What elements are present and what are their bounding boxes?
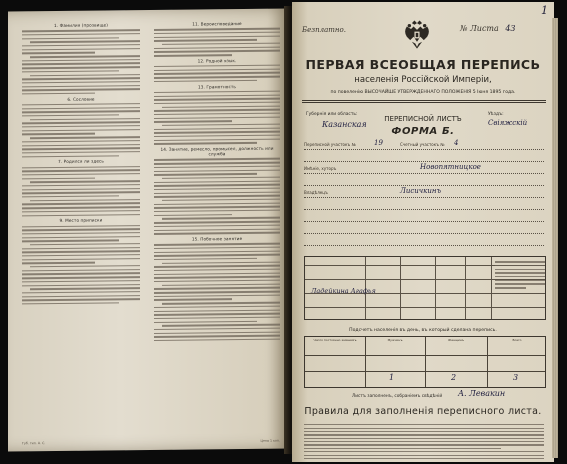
form-line-value: Новопятницкое [420, 163, 481, 171]
form-line-label: Переписной участокъ № [304, 142, 356, 147]
form-title: ПЕРВАЯ ВСЕОБЩАЯ ПЕРЕПИСЬ [305, 57, 541, 72]
form-line-value: Лисичкинъ [400, 187, 442, 195]
right-page-census-form [292, 2, 554, 462]
form-line-value: 19 [374, 139, 383, 147]
divider [302, 100, 546, 101]
signature-value: А. Левакин [458, 389, 506, 398]
count-header: Всего [512, 338, 522, 342]
question-registration: 9. Место приписки [59, 217, 103, 224]
corner-handwritten-mark: 1 [541, 4, 548, 17]
question-fio: 1. Фамилия (прозвище) [54, 22, 108, 28]
free-label: Безплатно. [302, 26, 346, 34]
left-page-instructions [8, 9, 290, 452]
left-page-footer [22, 439, 280, 446]
form-subtitle: населенія Россійской Имперіи, [354, 75, 492, 85]
grid-handwritten-name: Ладейкина Агафья [311, 287, 376, 295]
left-text-column-1 [22, 20, 140, 307]
signature-label: Листъ заполненъ, собраніемъ свѣдѣній [352, 394, 443, 399]
uezd-label: Уѣздъ: [488, 112, 504, 117]
form-line-blank [304, 202, 544, 211]
form-line-blank [304, 238, 544, 247]
rules-text [304, 422, 544, 461]
form-line-blank [304, 154, 544, 163]
forma-title: ФОРМА Б. [391, 126, 455, 137]
sheet-number-value: 43 [505, 24, 516, 33]
form-line-label: Счетный участокъ № [400, 142, 445, 147]
divider [302, 102, 546, 103]
section-heading-literacy: 13. Грамотность [198, 83, 236, 90]
count-header: Число постоянно жившихъ [313, 338, 357, 342]
section-heading-religion: 11. Вероисповедание [192, 21, 242, 27]
count-header: Мужчинъ [387, 338, 403, 342]
sheet-number [460, 24, 516, 33]
form-line-label: Владѣлецъ [304, 190, 328, 195]
question-soslovie: 6. Сословие [67, 96, 95, 102]
form-line-value: 4 [454, 139, 459, 147]
count-value: 3 [513, 373, 519, 382]
grid-side-note [495, 259, 545, 291]
form-line-estate [304, 163, 544, 175]
section-heading-side-occupation: 15. Побочное занятие [191, 235, 243, 242]
section-heading-language: 12. Родной язык. [197, 57, 237, 64]
double-headed-eagle-icon [400, 18, 434, 52]
form-line-owner [304, 187, 544, 199]
gubernia-label: Губернія или область: [306, 112, 358, 117]
form-line-enumeration-district [304, 139, 544, 151]
count-title: Подсчетъ населенія въ день, въ который сделана перепись. [349, 328, 497, 333]
decree-line: по повеленію ВЫСОЧАЙШЕ УТВЕРЖДЕННАГО ПОЛОЖЕНІЯ 5 Іюня 1895 года. [330, 90, 516, 95]
section-heading-occupation: 14. Занятие, ремесло, промысел, должность или служба [160, 145, 274, 157]
printer-note: Губ. тип. А. С. [22, 441, 46, 446]
count-value: 1 [389, 373, 395, 382]
form-line-blank [304, 214, 544, 223]
form-line-blank [304, 226, 544, 235]
price-note: Цена 1 коп. [260, 438, 280, 443]
page-edges [552, 18, 558, 458]
uezd-value: Свіяжскій [488, 119, 528, 127]
rules-title: Правила для заполненія переписного листа. [304, 406, 542, 417]
count-header: Женщинъ [448, 338, 464, 342]
question-born-here: 7. Родился ли здесь [58, 158, 104, 165]
sheet-number-label: № Листа [460, 24, 499, 33]
list-title: ПЕРЕПИСНОЙ ЛИСТЪ [384, 115, 462, 123]
gubernia-value: Казанская [322, 120, 367, 129]
count-value: 2 [451, 373, 457, 382]
household-grid [304, 256, 546, 320]
form-line-label: Имѣніе, хуторъ [304, 166, 337, 171]
population-count-table [304, 336, 546, 388]
left-text-column-2 [154, 19, 280, 344]
form-line-blank [304, 178, 544, 187]
